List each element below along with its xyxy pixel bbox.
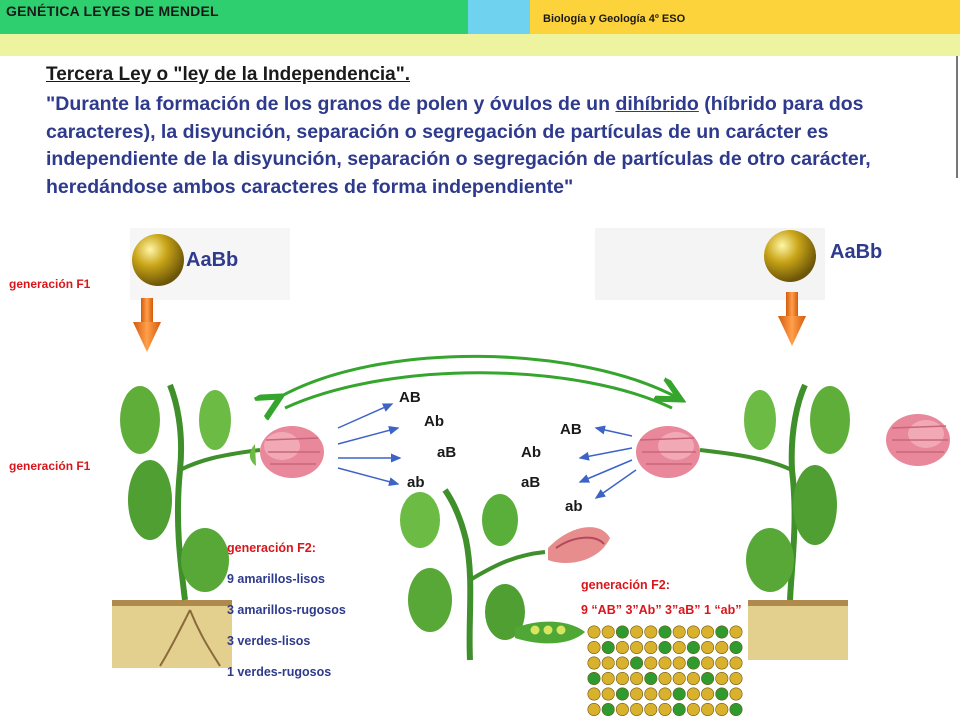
yellow-seed xyxy=(730,688,742,700)
green-seed xyxy=(602,641,614,653)
gamete-arrows-right xyxy=(580,428,636,498)
gamete-right-3: aB xyxy=(521,474,541,491)
yellow-seed xyxy=(701,641,713,653)
green-seed xyxy=(616,688,628,700)
green-seed xyxy=(716,688,728,700)
yellow-seed xyxy=(687,703,699,715)
yellow-seed xyxy=(716,641,728,653)
yellow-seed xyxy=(659,657,671,669)
law-text-part-2: (híbrido para dos caracteres), la disyunción, separación o segregación de partículas de un carácter es independiente de la disyunción, separación o segregación de partículas de otro carácter, heredándose ambos caracteres de forma independiente" xyxy=(46,93,871,198)
green-seed xyxy=(588,672,600,684)
yellow-seed xyxy=(673,672,685,684)
green-seed xyxy=(687,641,699,653)
arrow-down-left xyxy=(133,298,161,352)
yellow-seed xyxy=(630,641,642,653)
green-seed xyxy=(673,688,685,700)
cross-arrow-upper xyxy=(278,356,678,398)
flower-left xyxy=(250,426,324,478)
green-seed xyxy=(630,657,642,669)
f2-left-title: generación F2: xyxy=(227,541,316,555)
yellow-seed xyxy=(645,641,657,653)
green-seed xyxy=(659,641,671,653)
yellow-seed xyxy=(630,672,642,684)
yellow-seed xyxy=(687,688,699,700)
yellow-seed xyxy=(602,672,614,684)
law-title: Tercera Ley o "ley de la Independencia". xyxy=(46,64,411,85)
arrow-down-right xyxy=(778,292,806,346)
green-seed xyxy=(730,703,742,715)
yellow-seed xyxy=(645,657,657,669)
yellow-seed xyxy=(730,672,742,684)
gamete-left-3: aB xyxy=(437,444,457,461)
green-seed xyxy=(673,703,685,715)
green-seed xyxy=(687,657,699,669)
gamete-right-1: AB xyxy=(560,421,582,438)
f2-left-block xyxy=(227,541,346,696)
flower-right-inner xyxy=(636,426,700,478)
f2-right-ratio: 9 “AB” 3”Ab” 3”aB” 1 “ab” xyxy=(581,603,742,617)
yellow-seed xyxy=(730,657,742,669)
f2-right-block xyxy=(581,578,741,634)
f2-left-item-1: 9 amarillos-lisos xyxy=(227,572,325,586)
f2-left-item-3: 3 verdes-lisos xyxy=(227,634,311,648)
genotype-left: AaBb xyxy=(186,249,239,271)
yellow-seed xyxy=(588,703,600,715)
f2-left-item-4: 1 verdes-rugosos xyxy=(227,665,332,679)
seed-left xyxy=(132,234,184,286)
flower-right-outer xyxy=(886,414,950,466)
yellow-seed xyxy=(701,657,713,669)
yellow-seed xyxy=(645,688,657,700)
law-text-term: dihíbrido xyxy=(615,93,699,115)
yellow-seed xyxy=(602,657,614,669)
yellow-seed xyxy=(616,641,628,653)
yellow-seed xyxy=(716,657,728,669)
cross-arrow-lower xyxy=(285,373,672,408)
f2-right-title: generación F2: xyxy=(581,578,670,592)
yellow-seed xyxy=(616,657,628,669)
yellow-seed xyxy=(659,672,671,684)
yellow-seed xyxy=(701,688,713,700)
gamete-left-4: ab xyxy=(407,474,425,491)
yellow-seed xyxy=(659,688,671,700)
green-seed xyxy=(602,703,614,715)
header-title: GENÉTICA LEYES DE MENDEL xyxy=(6,3,219,19)
gamete-arrows-left xyxy=(338,404,400,484)
yellow-seed xyxy=(673,657,685,669)
yellow-seed xyxy=(645,703,657,715)
gamete-left-1: AB xyxy=(399,389,421,406)
green-seed xyxy=(730,641,742,653)
gamete-left-2: Ab xyxy=(424,413,444,430)
yellow-seed xyxy=(588,688,600,700)
green-seed xyxy=(701,672,713,684)
yellow-seed xyxy=(716,672,728,684)
law-text-part-1: "Durante la formación de los granos de polen y óvulos de un xyxy=(46,93,616,115)
yellow-seed xyxy=(659,703,671,715)
seed-right xyxy=(764,230,816,282)
yellow-seed xyxy=(588,641,600,653)
yellow-seed xyxy=(687,672,699,684)
header-subtitle: Biología y Geología 4º ESO xyxy=(543,13,686,25)
f2-left-item-2: 3 amarillos-rugosos xyxy=(227,603,346,617)
yellow-seed xyxy=(630,688,642,700)
green-seed xyxy=(645,672,657,684)
yellow-seed xyxy=(616,672,628,684)
yellow-seed xyxy=(673,641,685,653)
genotype-right: AaBb xyxy=(830,241,883,263)
plant-center xyxy=(400,490,610,660)
yellow-seed xyxy=(602,688,614,700)
yellow-seed xyxy=(701,703,713,715)
yellow-seed xyxy=(588,657,600,669)
yellow-seed xyxy=(630,703,642,715)
gamete-right-2: Ab xyxy=(521,444,541,461)
label-f1-top: generación F1 xyxy=(9,277,91,291)
yellow-seed xyxy=(716,703,728,715)
yellow-seed xyxy=(616,703,628,715)
label-f1-mid: generación F1 xyxy=(9,459,91,473)
f2-seed-grid xyxy=(586,622,748,718)
gamete-right-4: ab xyxy=(565,498,583,515)
